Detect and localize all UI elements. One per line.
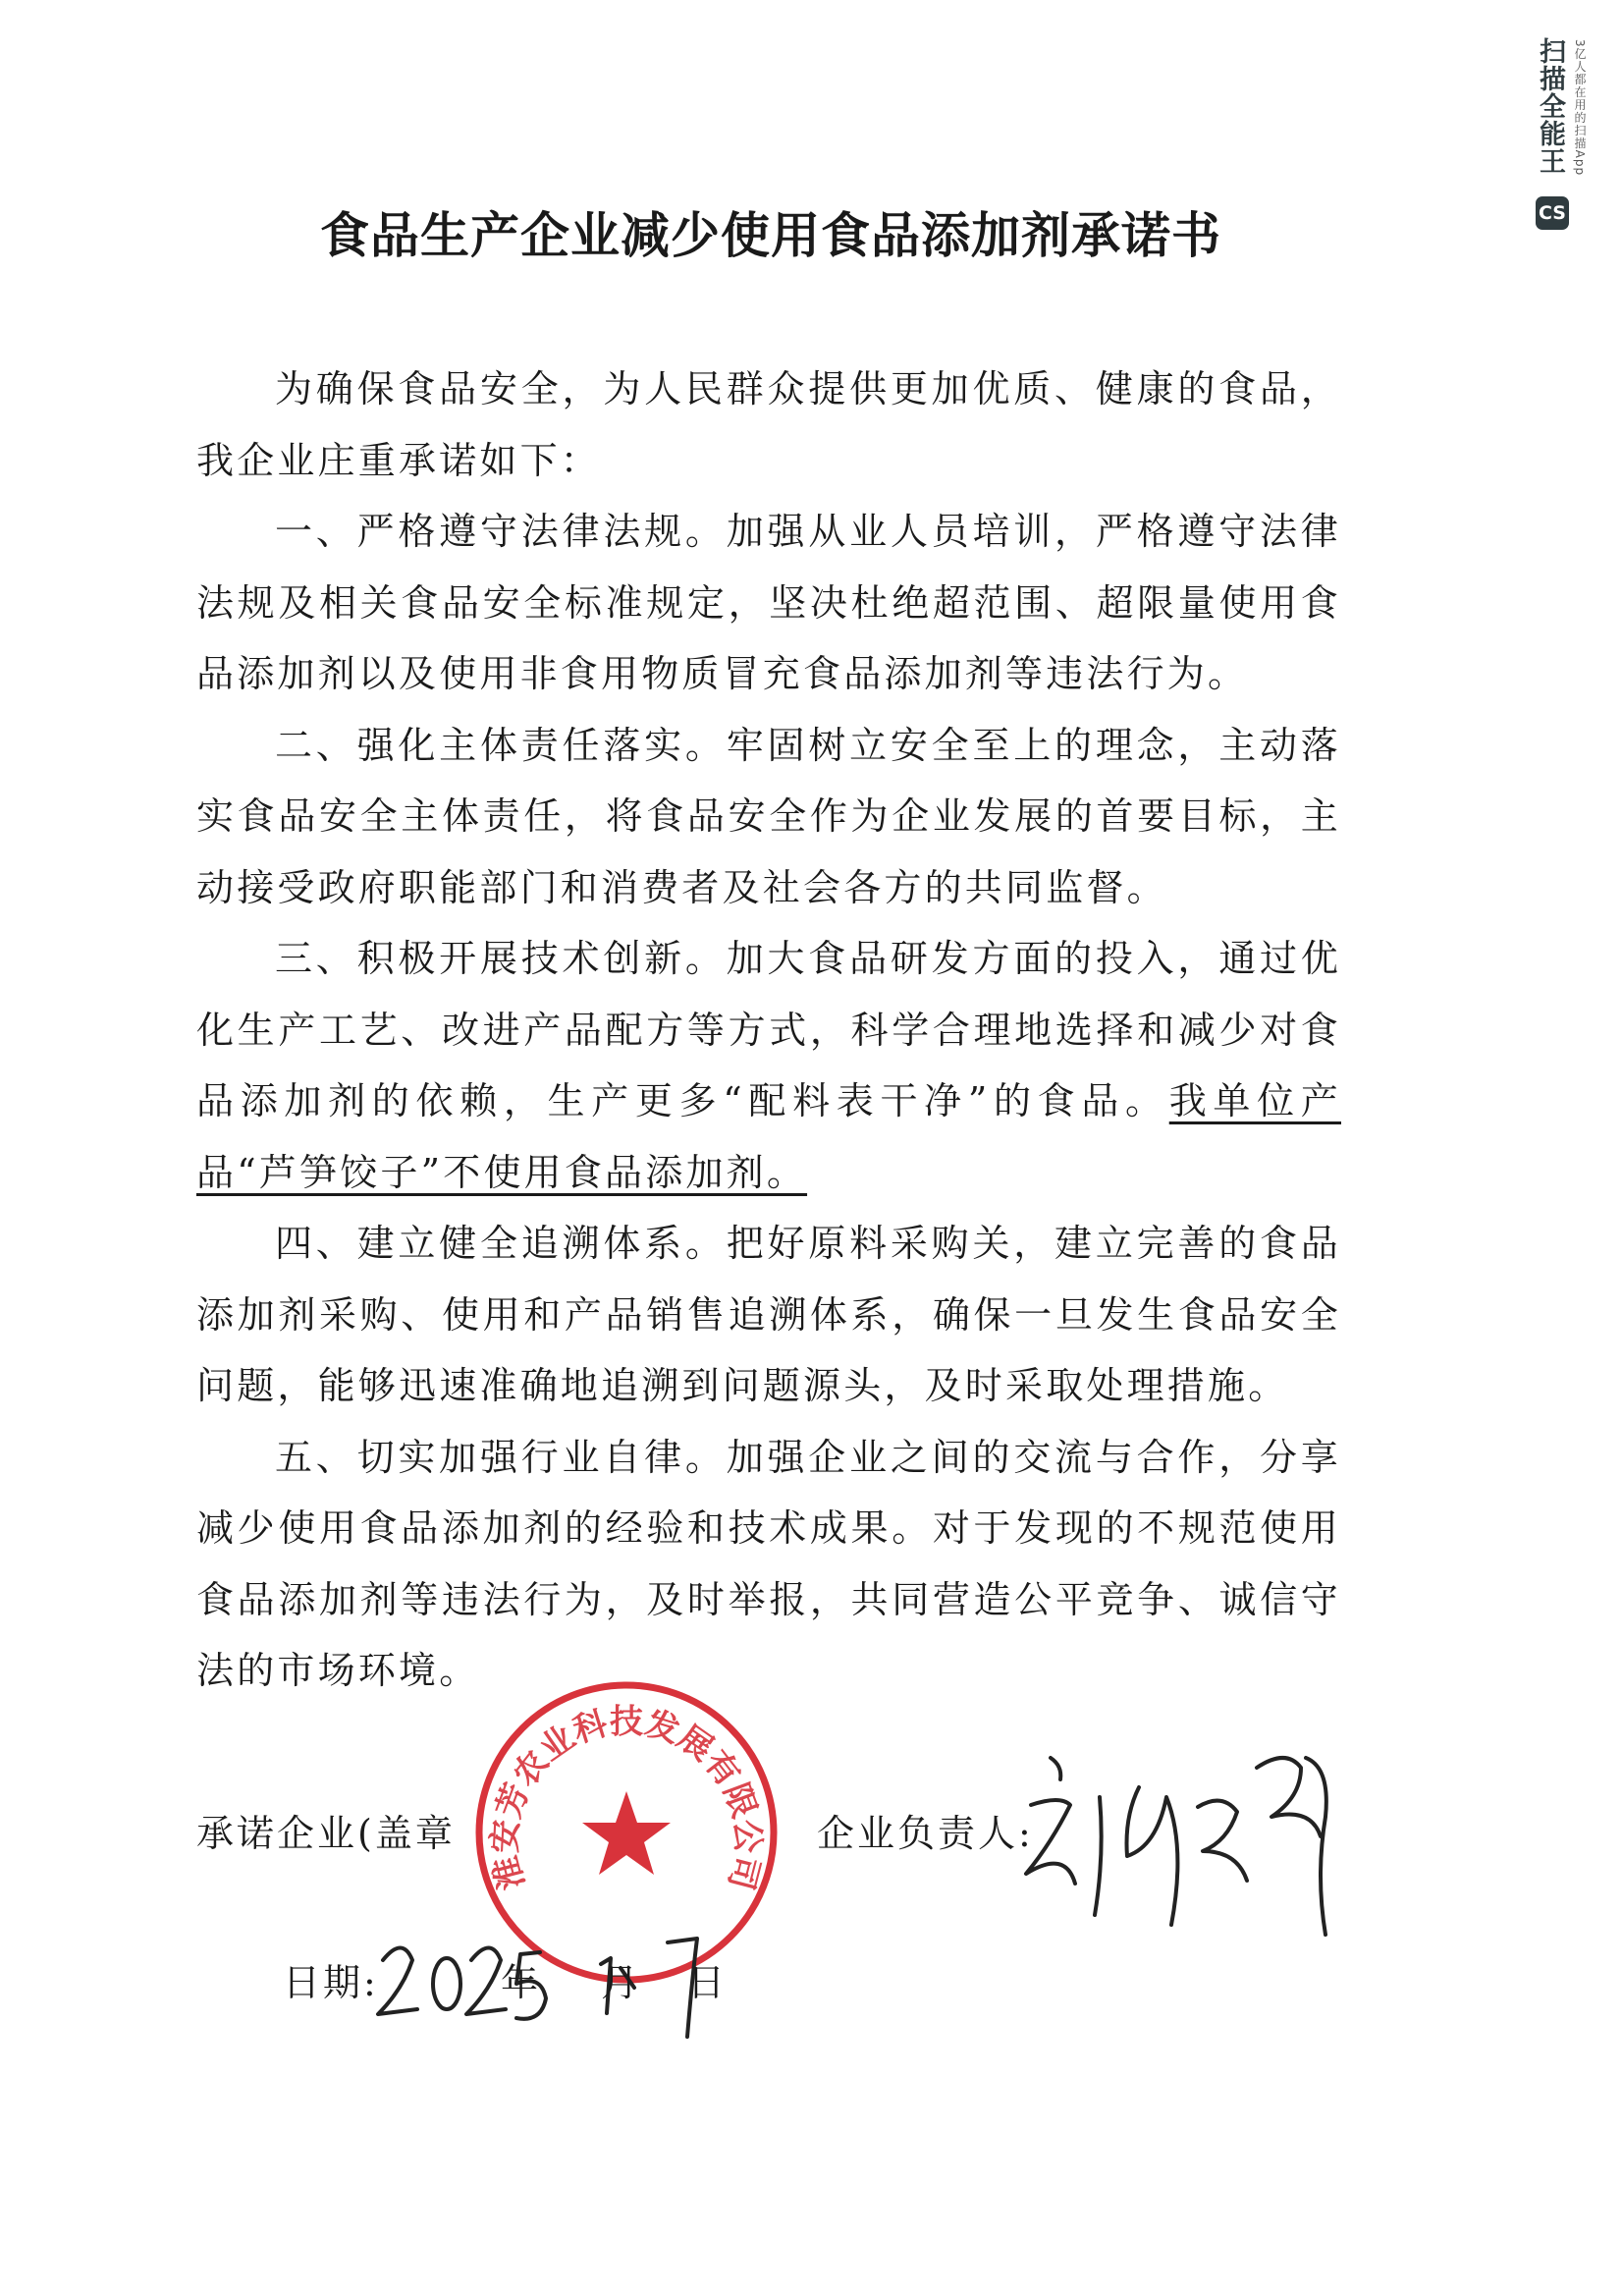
- commitment-item-2: 二、强化主体责任落实。牢固树立安全至上的理念，主动落实食品安全主体责任，将食品安全作为企业发展的首要目标，主动接受政府职能部门和消费者及社会各方的共同监督。: [196, 723, 1341, 909]
- commitment-item-1: 一、严格遵守法律法规。加强从业人员培训，严格遵守法律法规及相关食品安全标准规定，坚决杜绝超范围、超限量使用食品添加剂以及使用非食用物质冒充食品添加剂等违法行为。: [196, 510, 1341, 695]
- commitment-item-4: 四、建立健全追溯体系。把好原料采购关，建立完善的食品添加剂采购、使用和产品销售追溯体系，确保一旦发生食品安全问题，能够迅速准确地追溯到问题源头，及时采取处理措施。: [196, 1222, 1341, 1407]
- handwritten-signature: [1011, 1728, 1365, 1964]
- date-label: 日期:: [283, 1961, 379, 2004]
- document-title: 食品生产企业减少使用食品添加剂承诺书: [320, 207, 1221, 264]
- company-label: 承诺企业(盖章: [196, 1812, 456, 1855]
- item-3-text: 三、积极开展技术创新。加大食品研发方面的投入，通过优化生产工艺、改进产品配方等方式，科学合理地选择和减少对食品添加剂的依赖，生产更多“配料表干净”的食品。: [196, 937, 1341, 1122]
- year-suffix: 年: [501, 1961, 542, 2004]
- watermark-subtitle: 3亿人都在用的扫描App: [1573, 39, 1587, 177]
- watermark-title: 扫描全能王: [1535, 37, 1565, 175]
- commitment-item-5: 五、切实加强行业自律。加强企业之间的交流与合作，分享减少使用食品添加剂的经验和技术成果。对于发现的不规范使用食品添加剂等违法行为，及时举报，共同营造公平竞争、诚信守法的市场环境。: [196, 1435, 1341, 1692]
- scanner-watermark: [1530, 27, 1598, 234]
- camscanner-logo-icon: CS: [1536, 196, 1569, 230]
- month-suffix: 月: [601, 1961, 642, 2004]
- day-suffix: 日: [687, 1961, 729, 2004]
- intro-paragraph: 为确保食品安全，为人民群众提供更加优质、健康的食品，我企业庄重承诺如下：: [196, 367, 1341, 482]
- seal-text: 淮安芳农业科技发展有限公司: [485, 1702, 768, 1894]
- document-body: [196, 354, 1341, 1707]
- commitment-item-3: [196, 923, 1341, 1208]
- person-in-charge-label: 企业负责人:: [817, 1812, 1034, 1855]
- seal-star-icon: [582, 1791, 671, 1875]
- item-3-underlined-statement: 我单位产品“芦笋饺子”不使用食品添加剂。: [196, 1079, 1341, 1194]
